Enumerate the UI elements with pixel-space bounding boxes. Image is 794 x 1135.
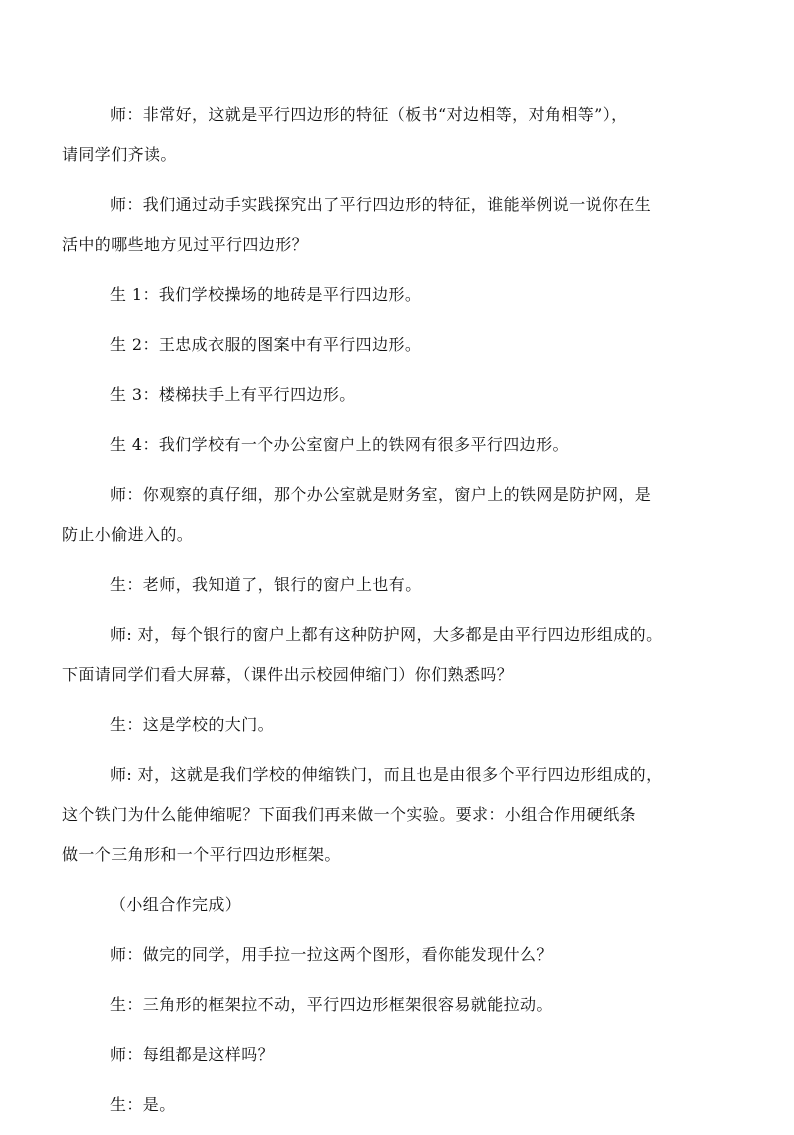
paragraph xyxy=(110,885,726,925)
paragraph xyxy=(110,935,726,975)
text-line: 师：非常好，这就是平行四边形的特征（板书“对边相等，对角相等”）， xyxy=(110,105,628,124)
text-line: （小组合作完成） xyxy=(110,895,242,914)
text-line: 下面请同学们看大屏幕，（课件出示校园伸缩门）你们熟悉吗？ xyxy=(62,665,514,684)
text-line: 师：做完的同学，用手拉一拉这两个图形，看你能发现什么？ xyxy=(110,945,553,964)
text-line: 师：你观察的真仔细，那个办公室就是财务室，窗户上的铁网是防护网，是 xyxy=(110,485,652,504)
text-line: 生 1：我们学校操场的地砖是平行四边形。 xyxy=(110,285,422,304)
paragraph xyxy=(62,95,726,175)
paragraph xyxy=(62,185,726,265)
text-line: 师：每组都是这样吗？ xyxy=(110,1045,275,1064)
paragraph xyxy=(110,985,726,1025)
document-body xyxy=(62,95,726,1135)
text-line: 师: 对，这就是我们学校的伸缩铁门，而且也是由很多个平行四边形组成的， xyxy=(110,765,663,784)
paragraph xyxy=(110,275,726,315)
paragraph xyxy=(110,1085,726,1125)
paragraph xyxy=(110,1035,726,1075)
paragraph xyxy=(110,425,726,465)
text-line: 生 2：王忠成衣服的图案中有平行四边形。 xyxy=(110,335,422,354)
text-line: 做一个三角形和一个平行四边形框架。 xyxy=(62,845,341,864)
paragraph xyxy=(110,565,726,605)
text-line: 防止小偷进入的。 xyxy=(62,525,194,544)
text-line: 活中的哪些地方见过平行四边形？ xyxy=(62,235,309,254)
text-line: 请同学们齐读。 xyxy=(62,145,177,164)
text-line: 生：这是学校的大门。 xyxy=(110,715,275,734)
paragraph xyxy=(62,755,726,875)
text-line: 师: 对，每个银行的窗户上都有这种防护网，大多都是由平行四边形组成的。 xyxy=(110,625,663,644)
text-line: 师：我们通过动手实践探究出了平行四边形的特征，谁能举例说一说你在生 xyxy=(110,195,652,214)
paragraph xyxy=(110,705,726,745)
text-line: 生 3：楼梯扶手上有平行四边形。 xyxy=(110,385,356,404)
paragraph xyxy=(110,375,726,415)
text-line: 生：三角形的框架拉不动，平行四边形框架很容易就能拉动。 xyxy=(110,995,553,1014)
text-line: 生 4：我们学校有一个办公室窗户上的铁网有很多平行四边形。 xyxy=(110,435,569,454)
paragraph xyxy=(110,325,726,365)
text-line: 生：老师，我知道了，银行的窗户上也有。 xyxy=(110,575,422,594)
paragraph xyxy=(62,475,726,555)
paragraph xyxy=(62,615,726,695)
text-line: 生：是。 xyxy=(110,1095,176,1114)
text-line: 这个铁门为什么能伸缩呢？下面我们再来做一个实验。要求：小组合作用硬纸条 xyxy=(62,805,637,824)
